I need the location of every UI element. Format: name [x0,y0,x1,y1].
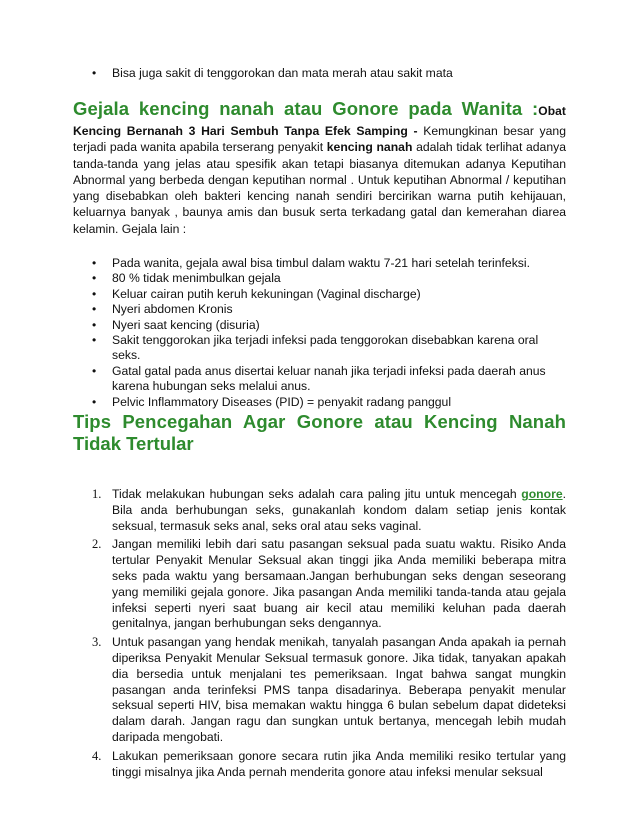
list-item: • Pada wanita, gejala awal bisa timbul dalam waktu 7-21 hari setelah terinfeksi. [92,256,566,271]
paragraph-text-1: Kemungkinan besar yang terjadi pada wanita apabila terserang penyakit [73,124,566,155]
gejala-paragraph [73,123,566,237]
item-text-after-link: . Bila anda berhubungan seks, gunakanlah kondom dalam setiap jenis kontak seksual, termasuk seks anal, seks oral atau seks vaginal. [112,487,566,533]
list-item: • Pelvic Inflammatory Diseases (PID) = penyakit radang panggul [92,395,566,410]
gejala-bullet-list [92,256,566,410]
item-text: Jangan memiliki lebih dari satu pasangan seksual pada suatu waktu. Risiko Anda tertular Penyakit Menular Seksual akan tinggi jika Anda memiliki beberapa mitra seks pada waktu yang bersamaan.Jangan berhubungan seks dengan seseorang yang memiliki gejala gonore. Jika pasangan Anda memiliki tanda-tanda atau gejala infeksi seperti nyeri saat buang air kecil atau memiliki keluhan pada daerah genitalnya, jangan berhubungan seks dengannya. [112,537,566,631]
list-item [92,487,566,534]
list-number: 2. [92,537,102,552]
heading-text: Gejala kencing nanah atau Gonore pada Wanita : [73,98,539,119]
list-number: 4. [92,748,102,763]
list-item: • Bisa juga sakit di tenggorokan dan mata merah atau sakit mata [92,66,566,81]
list-item: • Gatal gatal pada anus disertai keluar nanah jika terjadi infeksi pada daerah anus karena hubungan seks melalui anus. [92,364,566,395]
list-item [92,749,566,781]
list-item: • Nyeri saat kencing (disuria) [92,318,566,333]
paragraph-bold-lead: Kencing Bernanah 3 Hari Sembuh Tanpa Efek Samping - [73,124,424,138]
paragraph-bold-mid: kencing nanah [326,140,413,155]
list-item [92,635,566,746]
list-item: • Sakit tenggorokan jika terjadi infeksi pada tenggorokan disebabkan karena oral seks. [92,333,566,364]
section-heading-gejala [73,98,566,122]
list-item [92,537,566,632]
tips-numbered-list [92,487,566,780]
top-bullet-list [92,66,566,81]
gonore-link[interactable]: gonore [521,487,563,501]
item-text: Untuk pasangan yang hendak menikah, tanyalah pasangan Anda apakah ia pernah diperiksa Penyakit Menular Seksual termasuk gonore. Jika tidak, tanyakan apakah dia bersedia untuk menjalani tes pemeriksaan. Ingat bahwa sangat mungkin pasangan anda terinfeksi PMS tanpa disadarinya. Beberapa penyakit menular seksual seperti HIV, bisa memakan waktu hingga 6 bulan sebelum dapat dideteksi dalam darah. Jangan ragu dan sungkan untuk bertanya, mencegah lebih mudah daripada mengobati. [112,635,566,744]
paragraph-text-2: adalah tidak terlihat adanya tanda-tanda yang jelas atau spesifik akan tetapi biasanya ditemukan adanya Keputihan Abnormal yang berbeda dengan keputihan normal . Untuk keputihan Abnormal / keputihan yang disebabkan oleh bakteri kencing nanah sendiri bercirikan warna putih kehijauan, keluarnya banyak , baunya amis dan busuk serta terkadang gatal dan kemerahan diarea kelamin. Gejala lain : [73,140,566,236]
list-item: • 80 % tidak menimbulkan gejala [92,271,566,286]
section-heading-tips-line1: Tips Pencegahan Agar Gonore atau Kencing Nanah [73,411,566,432]
item-text: Tidak melakukan hubungan seks adalah cara paling jitu untuk mencegah [112,487,522,501]
list-item: • Nyeri abdomen Kronis [92,302,566,317]
list-item: • Keluar cairan putih keruh kekuningan (Vaginal discharge) [92,287,566,302]
heading-suffix: Obat [538,104,566,118]
list-number: 1. [92,487,102,501]
list-number: 3. [92,635,102,650]
item-text: Lakukan pemeriksaan gonore secara rutin jika Anda memiliki resiko tertular yang tinggi misalnya jika Anda pernah menderita gonore atau infeksi menular seksual [112,748,566,779]
section-heading-tips-line2: Tidak Tertular [73,433,194,454]
